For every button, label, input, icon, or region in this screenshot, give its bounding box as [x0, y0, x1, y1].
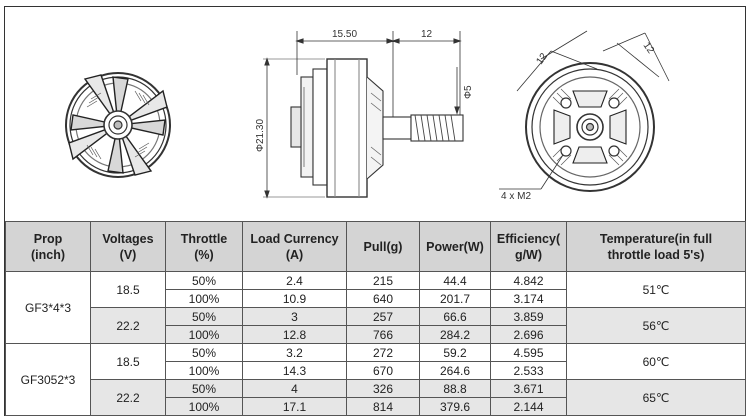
voltage-cell: 22.2: [91, 380, 166, 416]
prop-cell: GF3*4*3: [6, 272, 91, 344]
table-row: [6, 308, 746, 326]
table-header-row: [6, 222, 746, 272]
current-cell: 12.8: [243, 326, 347, 344]
current-cell: 3: [243, 308, 347, 326]
screw-holes-label: 4 x M2: [501, 191, 532, 202]
power-cell: 44.4: [420, 272, 491, 290]
performance-table: [5, 221, 746, 416]
efficiency-cell: 2.696: [491, 326, 567, 344]
current-cell: 3.2: [243, 344, 347, 362]
voltage-cell: 18.5: [91, 344, 166, 380]
table-row: [6, 380, 746, 398]
current-cell: 17.1: [243, 398, 347, 416]
pull-cell: 814: [347, 398, 420, 416]
temperature-cell: 65℃: [567, 380, 746, 416]
efficiency-cell: 4.842: [491, 272, 567, 290]
voltage-cell: 22.2: [91, 308, 166, 344]
voltage-cell: 18.5: [91, 272, 166, 308]
pull-cell: 257: [347, 308, 420, 326]
header-voltages: Voltages (V): [91, 222, 166, 272]
dim-hole-spacing-a-label: 12: [534, 51, 550, 67]
power-cell: 201.7: [420, 290, 491, 308]
throttle-cell: 100%: [166, 326, 243, 344]
prop-cell: GF3052*3: [6, 344, 91, 416]
efficiency-cell: 3.174: [491, 290, 567, 308]
current-cell: 14.3: [243, 362, 347, 380]
motor-top-view: [66, 73, 170, 177]
pull-cell: 640: [347, 290, 420, 308]
current-cell: 2.4: [243, 272, 347, 290]
pull-cell: 670: [347, 362, 420, 380]
power-cell: 284.2: [420, 326, 491, 344]
dim-length-label: 15.50: [332, 29, 358, 40]
efficiency-cell: 2.533: [491, 362, 567, 380]
throttle-cell: 50%: [166, 308, 243, 326]
efficiency-cell: 4.595: [491, 344, 567, 362]
current-cell: 4: [243, 380, 347, 398]
pull-cell: 272: [347, 344, 420, 362]
header-efficiency: Efficiency( g/W): [491, 222, 567, 272]
throttle-cell: 50%: [166, 344, 243, 362]
motor-drawings: [5, 7, 745, 219]
throttle-cell: 50%: [166, 272, 243, 290]
throttle-cell: 100%: [166, 398, 243, 416]
spec-sheet: [4, 6, 746, 416]
efficiency-cell: 3.671: [491, 380, 567, 398]
throttle-cell: 100%: [166, 362, 243, 380]
dim-hole-spacing-b-label: 12: [640, 40, 656, 56]
power-cell: 264.6: [420, 362, 491, 380]
throttle-cell: 100%: [166, 290, 243, 308]
dim-body-diameter-label: Φ21.30: [255, 118, 266, 152]
dim-shaft-diameter-label: Φ5: [463, 85, 474, 99]
power-cell: 59.2: [420, 344, 491, 362]
pull-cell: 215: [347, 272, 420, 290]
current-cell: 10.9: [243, 290, 347, 308]
header-throttle: Throttle (%): [166, 222, 243, 272]
header-power: Power(W): [420, 222, 491, 272]
header-load-current: Load Currency (A): [243, 222, 347, 272]
efficiency-cell: 2.144: [491, 398, 567, 416]
pull-cell: 326: [347, 380, 420, 398]
temperature-cell: 60℃: [567, 344, 746, 380]
efficiency-cell: 3.859: [491, 308, 567, 326]
power-cell: 66.6: [420, 308, 491, 326]
table-row: [6, 272, 746, 290]
header-prop: Prop (inch): [6, 222, 91, 272]
table-row: [6, 344, 746, 362]
header-temperature: Temperature(in full throttle load 5's): [567, 222, 746, 272]
header-pull: Pull(g): [347, 222, 420, 272]
motor-side-view: [255, 29, 474, 197]
temperature-cell: 51℃: [567, 272, 746, 308]
power-cell: 379.6: [420, 398, 491, 416]
temperature-cell: 56℃: [567, 308, 746, 344]
pull-cell: 766: [347, 326, 420, 344]
motor-bottom-view: [499, 31, 669, 202]
power-cell: 88.8: [420, 380, 491, 398]
throttle-cell: 50%: [166, 380, 243, 398]
dim-shaft-length-label: 12: [421, 29, 433, 40]
